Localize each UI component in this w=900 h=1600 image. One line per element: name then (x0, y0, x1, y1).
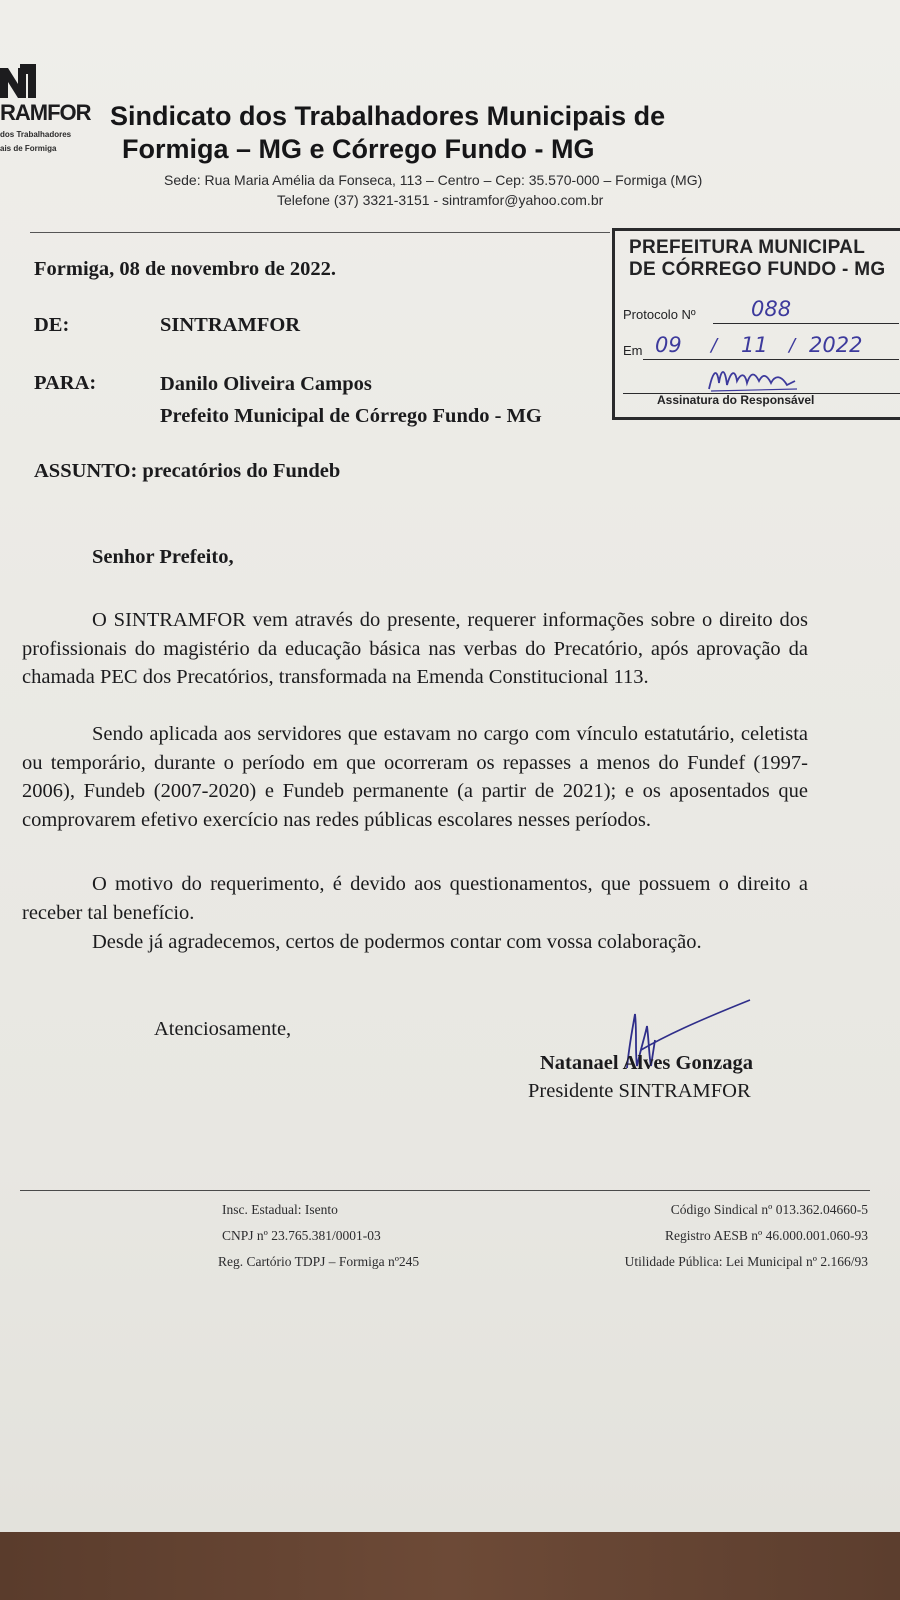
from-value: SINTRAMFOR (160, 314, 301, 336)
organization-title-line1: Sindicato dos Trabalhadores Municipais de (110, 101, 666, 131)
reception-stamp (612, 228, 900, 420)
stamp-date-underline (643, 359, 899, 360)
logo-subtitle-2: ais de Formiga (0, 144, 57, 153)
stamp-date-label: Em (623, 343, 643, 358)
closing: Atenciosamente, (154, 1018, 292, 1040)
footer-union-code: Código Sindical nº 013.362.04660-5 (670, 1202, 868, 1217)
stamp-date-month: 11 (741, 333, 768, 357)
to-label: PARA: (34, 372, 97, 394)
stamp-title (629, 237, 885, 281)
stamp-date-sep-1: / (711, 335, 718, 356)
footer-state-registration: Insc. Estadual: Isento (222, 1202, 338, 1217)
stamp-date-sep-2: / (789, 335, 796, 356)
stamp-title-line1: PREFEITURA MUNICIPAL (629, 237, 866, 258)
body-paragraph-4: Desde já agradecemos, certos de podermos contar com vossa colaboração. (92, 931, 702, 953)
to-recipient-title: Prefeito Municipal de Córrego Fundo - MG (160, 405, 542, 427)
logo-abbreviation: RAMFOR (0, 100, 91, 125)
logo-subtitle-1: dos Trabalhadores (0, 130, 72, 139)
body-paragraph-1: O SINTRAMFOR vem através do presente, requerer informações sobre o direito dos profissionais do magistério da educação básica nas verbas do Precatório, após aprovação da chamada PEC dos Precatórios, transformada na Emenda Constitucional 113. (22, 609, 808, 688)
organization-title-line2: Formiga – MG e Córrego Fundo - MG (122, 134, 595, 164)
to-recipient-name: Danilo Oliveira Campos (160, 373, 372, 395)
letter-date: Formiga, 08 de novembro de 2022. (34, 258, 336, 280)
header-divider (30, 232, 610, 233)
stamp-protocol-value: 088 (751, 297, 792, 321)
footer-registry: Reg. Cartório TDPJ – Formiga nº245 (218, 1254, 420, 1269)
from-label: DE: (34, 314, 70, 336)
organization-address: Sede: Rua Maria Amélia da Fonseca, 113 – Centro – Cep: 35.570-000 – Formiga (MG) (164, 172, 703, 188)
table-surface (0, 1532, 900, 1600)
organization-phone: Telefone (37) 3321-3151 - sintramfor@yahoo.com.br (277, 192, 604, 208)
footer-public-utility: Utilidade Pública: Lei Municipal nº 2.166/93 (624, 1254, 868, 1269)
footer-aesb-registration: Registro AESB nº 46.000.001.060-93 (665, 1228, 868, 1243)
stamp-initials-icon (705, 361, 805, 395)
stamp-date-year: 2022 (809, 333, 863, 357)
signer-name: Natanael Alves Gonzaga (540, 1052, 753, 1074)
body-paragraph-2: Sendo aplicada aos servidores que estavam no cargo com vínculo estatutário, celetista ou temporário, durante o período em que ocorreram os repasses a menos do Fundef (1997-2006), Fundeb (2007-2020) e Fundeb permanente (a partir de 2021); e os aposentados que comprovarem efetivo exercício nas redes públicas escolares nesses períodos. (22, 723, 808, 831)
footer-divider (20, 1190, 870, 1191)
to-recipient (160, 368, 542, 432)
organization-title (110, 100, 730, 166)
body-paragraph-3: O motivo do requerimento, é devido aos questionamentos, que possuem o direito a receber tal benefício. (22, 873, 808, 924)
stamp-date-day: 09 (655, 333, 682, 357)
stamp-protocol-label: Protocolo Nº (623, 307, 696, 322)
stamp-signature-caption: Assinatura do Responsável (657, 393, 815, 407)
stamp-protocol-underline (713, 323, 899, 324)
stamp-title-line2: DE CÓRREGO FUNDO - MG (629, 259, 886, 280)
union-logo-icon (0, 64, 36, 98)
footer-cnpj: CNPJ nº 23.765.381/0001-03 (222, 1228, 381, 1243)
subject-line: ASSUNTO: precatórios do Fundeb (34, 460, 341, 482)
salutation: Senhor Prefeito, (92, 546, 234, 568)
signer-role: Presidente SINTRAMFOR (528, 1080, 751, 1102)
